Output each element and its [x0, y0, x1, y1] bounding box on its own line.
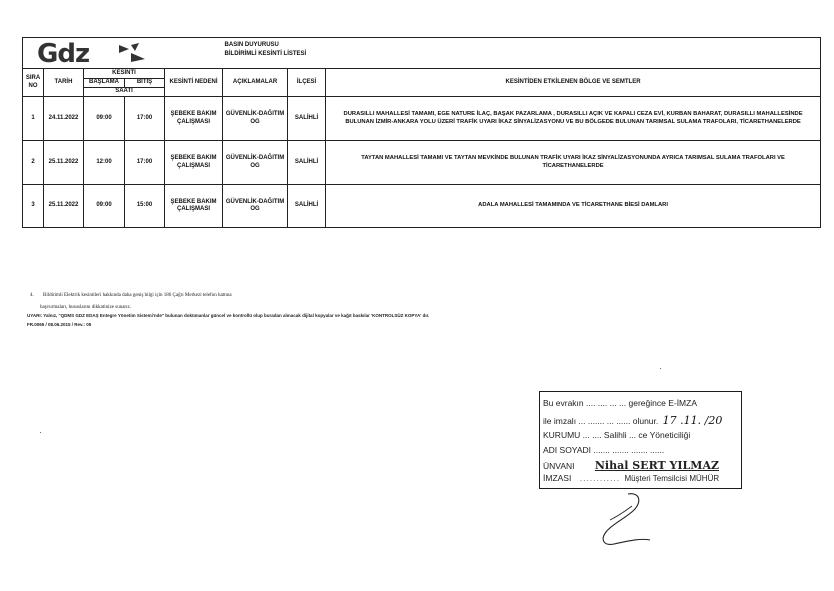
- document-sheet: [22, 37, 820, 228]
- cell-start: 09:00: [84, 185, 125, 228]
- logo-cell: [23, 38, 223, 69]
- stamp-unvan-label: ÜNVANI: [543, 461, 575, 471]
- footnote-item-no: 4.: [30, 293, 34, 298]
- cell-reason: ŞEBEKE BAKIM ÇALIŞMASI: [165, 185, 223, 228]
- stamp-line-2-text: ile imzalı ... ....... ... ...... olunur.: [543, 416, 659, 426]
- stamp-line-1: Bu evrakın .... .... ... ... gereğince E-İMZA: [543, 398, 698, 408]
- cell-no: 2: [23, 141, 44, 185]
- header-aciklamalar: AÇIKLAMALAR: [223, 69, 288, 97]
- cell-district: SALİHLİ: [288, 185, 326, 228]
- header-kesinti-nedeni: KESİNTİ NEDENİ: [165, 69, 223, 97]
- document-title: [223, 38, 821, 69]
- cell-no: 3: [23, 185, 44, 228]
- cell-no: 1: [23, 97, 44, 141]
- cell-note: GÜVENLİK-DAĞITIM OG: [223, 97, 288, 141]
- company-logo: [37, 41, 157, 67]
- warning-text: Yalnız, "QDMS GDZ EDAŞ Entegre Yönetim Sistemi'nde" bulunan dokümanlar güncel ve kontrollü olup buradan alınacak dijital kopyalar ve kağıt baskılar 'KONTROLSÜZ KOPYA' dır.: [43, 313, 430, 318]
- header-ilcesi: İLÇESİ: [288, 69, 326, 97]
- cell-district: SALİHLİ: [288, 97, 326, 141]
- form-code: FR.0065 / 08.06.2015 / Rev.: 05: [27, 322, 92, 327]
- e-signature-stamp: [539, 391, 742, 489]
- table-row: [23, 141, 821, 185]
- cell-areas: DURASILLI MAHALLESİ TAMAMI, EGE NATURE İLAÇ, BAŞAK PAZARLAMA , DURASILLI AÇIK VE KAPALI CEZA EVİ, KURBAN BAHARAT, DURASILLI MAHALLESİNDE BULUNAN İZMİR-ANKARA YOLU ÜZERİ TRAFİK UYARI İKAZ SİNYALİZASYONU VE BU BÖLGEDE BULUNAN TARIMSAL SULAMA TRAFOLARI, TİCARETHANELERDE: [326, 97, 821, 141]
- cell-end: 15:00: [125, 185, 165, 228]
- warning-line: [27, 313, 429, 318]
- cell-district: SALİHLİ: [288, 141, 326, 185]
- handwritten-signature-icon: [588, 490, 668, 550]
- stamp-person-title: Müşteri Temsilcisi: [624, 474, 687, 483]
- stamp-line-3: KURUMU ... .... Salihli ... ce Yöneticiliği: [543, 430, 691, 440]
- stamp-date: 17 .11. /20: [662, 414, 723, 427]
- cell-areas: ADALA MAHALLESİ TAMAMINDA VE TİCARETHANE BİESİ DAMLARI: [326, 185, 821, 228]
- stamp-line-6: İMZASI ............ Müşteri Temsilcisi MÜHÜR: [543, 473, 720, 483]
- stamp-line-4: ADI SOYADI ....... ....... ....... ......: [543, 445, 665, 455]
- table-row: [23, 185, 821, 228]
- header-saati: SAATİ: [84, 88, 165, 97]
- cell-note: GÜVENLİK-DAĞITIM OG: [223, 141, 288, 185]
- cell-start: 09:00: [84, 97, 125, 141]
- cell-start: 12:00: [84, 141, 125, 185]
- cell-date: 25.11.2022: [44, 185, 84, 228]
- footnote-text-1: Bildirimli Elektrik kesintileri hakkında daha geniş bilgi için 186 Çağrı Merkezi telefon hattına: [43, 293, 232, 298]
- cell-date: 25.11.2022: [44, 141, 84, 185]
- warning-label: UYARI:: [27, 313, 43, 318]
- stamp-person-name: Nihal SERT YILMAZ: [594, 459, 720, 472]
- cell-date: 24.11.2022: [44, 97, 84, 141]
- header-bolge: KESİNTİDEN ETKİLENEN BÖLGE VE SEMTLER: [326, 69, 821, 97]
- stamp-muhur-label: MÜHÜR: [689, 474, 720, 483]
- stamp-line-5: [543, 459, 719, 472]
- footnote-text-2: başvurmaları, hususlarını dikkatinize sunarız.: [40, 305, 131, 310]
- logo-arrow-icon: [117, 43, 147, 63]
- footnote-line-1: [30, 293, 232, 298]
- cell-note: GÜVENLİK-DAĞITIM OG: [223, 185, 288, 228]
- stamp-line-2: [543, 414, 722, 427]
- logo-text: Gdz: [37, 39, 90, 69]
- header-tarih: TARİH: [44, 69, 84, 97]
- cell-end: 17:00: [125, 97, 165, 141]
- title-line-1: BASIN DUYURUSU: [224, 42, 279, 48]
- cell-reason: ŞEBEKE BAKIM ÇALIŞMASI: [165, 97, 223, 141]
- header-kesinti: KESİNTİ: [84, 69, 165, 79]
- outage-table: [22, 37, 821, 228]
- stamp-imza-label: İMZASI: [543, 473, 572, 483]
- cell-end: 17:00: [125, 141, 165, 185]
- cell-reason: ŞEBEKE BAKIM ÇALIŞMASI: [165, 141, 223, 185]
- header-bitis: BİTİŞ: [125, 79, 165, 88]
- table-row: [23, 97, 821, 141]
- title-line-2: BİLDİRİMLİ KESİNTİ LİSTESİ: [224, 51, 307, 57]
- header-sira-no: SIRA NO: [23, 69, 44, 97]
- cell-areas: TAYTAN MAHALLESİ TAMAMI VE TAYTAN MEVKİNDE BULUNAN TRAFİK UYARI İKAZ SİNYALİZASYONUNDA AYRICA TARIMSAL SULAMA TRAFOLARI VE TİCARETHANELERDE: [326, 141, 821, 185]
- header-baslama: BAŞLAMA: [84, 79, 125, 88]
